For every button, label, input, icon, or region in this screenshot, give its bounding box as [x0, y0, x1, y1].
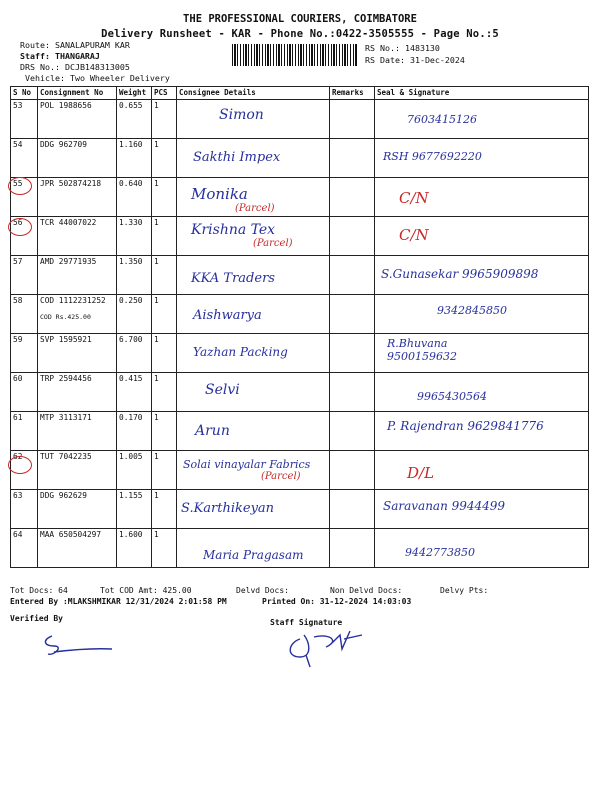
consignee-handwriting: KKA Traders — [191, 271, 275, 286]
row-consignment: TUT 7042235 — [38, 451, 117, 490]
parcel-note: (Parcel) — [253, 238, 293, 249]
table-row — [11, 412, 589, 451]
consignee-handwriting: Maria Pragasam — [203, 548, 304, 562]
cod-amount: COD Rs.425.00 — [40, 313, 91, 321]
seal-handwriting: R.Bhuvana 9500159632 — [387, 337, 457, 363]
row-pcs: 1 — [152, 295, 177, 334]
row-pcs: 1 — [152, 139, 177, 178]
seal-handwriting: S.Gunasekar 9965909898 — [381, 267, 539, 281]
runsheet-title: Delivery Runsheet - KAR - Phone No.:0422-3505555 - Page No.:5 — [101, 28, 499, 40]
row-remarks — [330, 256, 375, 295]
rs-number: RS No.: 1483130 — [365, 43, 440, 53]
row-weight: 6.700 — [117, 334, 152, 373]
staff-label: Staff: THANGARAJ — [20, 51, 100, 61]
seal-handwriting: 9965430564 — [417, 390, 487, 403]
row-weight: 0.655 — [117, 100, 152, 139]
row-remarks — [330, 139, 375, 178]
row-consignee — [177, 412, 330, 451]
consignee-handwriting: Krishna Tex — [191, 222, 276, 238]
rs-date: RS Date: 31-Dec-2024 — [365, 55, 465, 65]
row-remarks — [330, 100, 375, 139]
red-circle-mark — [8, 456, 32, 474]
row-consignment: MAA 650504297 — [38, 529, 117, 568]
delivered-docs: Delvd Docs: — [236, 586, 289, 595]
row-consignee — [177, 295, 330, 334]
company-name: THE PROFESSIONAL COURIERS, COIMBATORE — [183, 13, 417, 25]
row-consignment: SVP 1595921 — [38, 334, 117, 373]
row-seal — [375, 178, 589, 217]
consignee-handwriting: Monika — [191, 185, 248, 203]
row-weight: 0.640 — [117, 178, 152, 217]
row-consignment: DDG 962629 — [38, 490, 117, 529]
row-consignment — [38, 295, 117, 334]
row-seal — [375, 139, 589, 178]
row-remarks — [330, 295, 375, 334]
row-consignment: MTP 3113171 — [38, 412, 117, 451]
row-seal — [375, 100, 589, 139]
row-sno: 61 — [11, 412, 38, 451]
staff-signature-label: Staff Signature — [270, 618, 343, 627]
table-header-row — [11, 87, 589, 100]
entered-by: Entered By :MLAKSHMIKAR 12/31/2024 2:01:58 PM — [10, 597, 227, 606]
table-row — [11, 451, 589, 490]
row-remarks — [330, 178, 375, 217]
row-sno: 59 — [11, 334, 38, 373]
seal-handwriting: C/N — [399, 226, 429, 244]
row-consignee — [177, 178, 330, 217]
row-seal — [375, 217, 589, 256]
row-seal — [375, 529, 589, 568]
red-circle-mark — [8, 177, 32, 195]
row-weight: 1.155 — [117, 490, 152, 529]
row-consignee — [177, 490, 330, 529]
non-delivered-docs: Non Delvd Docs: — [330, 586, 403, 595]
row-seal — [375, 334, 589, 373]
consignee-handwriting: Sakthi Impex — [193, 150, 281, 165]
row-seal — [375, 256, 589, 295]
seal-handwriting: C/N — [399, 189, 429, 207]
row-remarks — [330, 529, 375, 568]
seal-handwriting: D/L — [407, 464, 435, 482]
row-sno: 57 — [11, 256, 38, 295]
row-seal — [375, 451, 589, 490]
delivery-points: Delvy Pts: — [440, 586, 489, 595]
row-seal — [375, 373, 589, 412]
row-remarks — [330, 490, 375, 529]
table-row — [11, 334, 589, 373]
row-consignee — [177, 529, 330, 568]
row-consignment: TRP 2594456 — [38, 373, 117, 412]
consignee-handwriting: Yazhan Packing — [193, 345, 288, 359]
row-consignee — [177, 217, 330, 256]
drs-label: DRS No.: DCJB148313005 — [20, 62, 130, 72]
row-sno: 60 — [11, 373, 38, 412]
row-weight: 1.350 — [117, 256, 152, 295]
row-pcs: 1 — [152, 373, 177, 412]
table-row — [11, 217, 589, 256]
column-header: S No — [11, 87, 38, 100]
row-sno: 63 — [11, 490, 38, 529]
column-header: Remarks — [330, 87, 375, 100]
route-label: Route: SANALAPURAM KAR — [20, 40, 130, 50]
row-pcs: 1 — [152, 256, 177, 295]
barcode — [232, 44, 358, 66]
staff-signature — [270, 625, 380, 670]
row-pcs: 1 — [152, 490, 177, 529]
row-consignee — [177, 256, 330, 295]
row-sno: 56 — [11, 217, 38, 256]
column-header: Weight — [117, 87, 152, 100]
table-row — [11, 178, 589, 217]
row-pcs: 1 — [152, 529, 177, 568]
seal-handwriting: Saravanan 9944499 — [383, 499, 506, 513]
row-weight: 0.170 — [117, 412, 152, 451]
vehicle-label: Vehicle: Two Wheeler Delivery — [25, 73, 170, 83]
total-docs: Tot Docs: 64 — [10, 586, 68, 595]
consignee-handwriting: Solai vinayalar Fabrics — [183, 458, 311, 471]
parcel-note: (Parcel) — [235, 203, 275, 214]
total-cod: Tot COD Amt: 425.00 — [100, 586, 192, 595]
row-weight: 1.005 — [117, 451, 152, 490]
row-weight: 1.160 — [117, 139, 152, 178]
row-seal — [375, 490, 589, 529]
column-header: Consignment No — [38, 87, 117, 100]
row-consignee — [177, 451, 330, 490]
row-consignment: TCR 44007022 — [38, 217, 117, 256]
row-weight: 1.600 — [117, 529, 152, 568]
row-pcs: 1 — [152, 412, 177, 451]
seal-handwriting: RSH 9677692220 — [383, 150, 482, 163]
verifier-signature — [40, 630, 130, 660]
row-sno: 55 — [11, 178, 38, 217]
seal-handwriting: P. Rajendran 9629841776 — [387, 419, 544, 433]
row-consignee — [177, 100, 330, 139]
row-weight: 1.330 — [117, 217, 152, 256]
row-sno: 54 — [11, 139, 38, 178]
column-header: PCS — [152, 87, 177, 100]
row-consignment: POL 1988656 — [38, 100, 117, 139]
consignee-handwriting: Aishwarya — [193, 308, 262, 323]
seal-handwriting: 9442773850 — [405, 546, 475, 559]
runsheet-table — [10, 86, 589, 568]
row-consignee — [177, 373, 330, 412]
seal-handwriting: 9342845850 — [437, 304, 507, 317]
row-sno-text: 62 — [13, 452, 23, 461]
verified-by-label: Verified By — [10, 614, 63, 623]
table-row — [11, 295, 589, 334]
table-row — [11, 139, 589, 178]
row-consignee — [177, 334, 330, 373]
row-remarks — [330, 412, 375, 451]
row-consignee — [177, 139, 330, 178]
row-pcs: 1 — [152, 100, 177, 139]
row-pcs: 1 — [152, 178, 177, 217]
row-sno: 64 — [11, 529, 38, 568]
row-sno: 53 — [11, 100, 38, 139]
row-sno: 58 — [11, 295, 38, 334]
row-seal — [375, 295, 589, 334]
row-remarks — [330, 451, 375, 490]
table-row — [11, 100, 589, 139]
row-consignment: JPR 502874218 — [38, 178, 117, 217]
red-circle-mark — [8, 218, 32, 236]
consignee-handwriting: Simon — [219, 107, 264, 123]
row-seal — [375, 412, 589, 451]
consignee-handwriting: S.Karthikeyan — [181, 501, 275, 516]
consignment-number: COD 1112231252 — [40, 296, 106, 305]
row-remarks — [330, 217, 375, 256]
row-weight: 0.415 — [117, 373, 152, 412]
row-consignment: AMD 29771935 — [38, 256, 117, 295]
consignee-handwriting: Arun — [195, 423, 230, 439]
column-header: Consignee Details — [177, 87, 330, 100]
row-remarks — [330, 373, 375, 412]
row-weight: 0.250 — [117, 295, 152, 334]
table-row — [11, 373, 589, 412]
consignee-handwriting: Selvi — [205, 382, 240, 398]
table-row — [11, 256, 589, 295]
row-remarks — [330, 334, 375, 373]
table-row — [11, 529, 589, 568]
row-consignment: DDG 962709 — [38, 139, 117, 178]
row-pcs: 1 — [152, 334, 177, 373]
seal-handwriting: 7603415126 — [407, 113, 477, 126]
row-pcs: 1 — [152, 217, 177, 256]
column-header: Seal & Signature — [375, 87, 589, 100]
table-row — [11, 490, 589, 529]
printed-on: Printed On: 31-12-2024 14:03:03 — [262, 597, 412, 606]
row-pcs: 1 — [152, 451, 177, 490]
parcel-note: (Parcel) — [261, 471, 301, 482]
